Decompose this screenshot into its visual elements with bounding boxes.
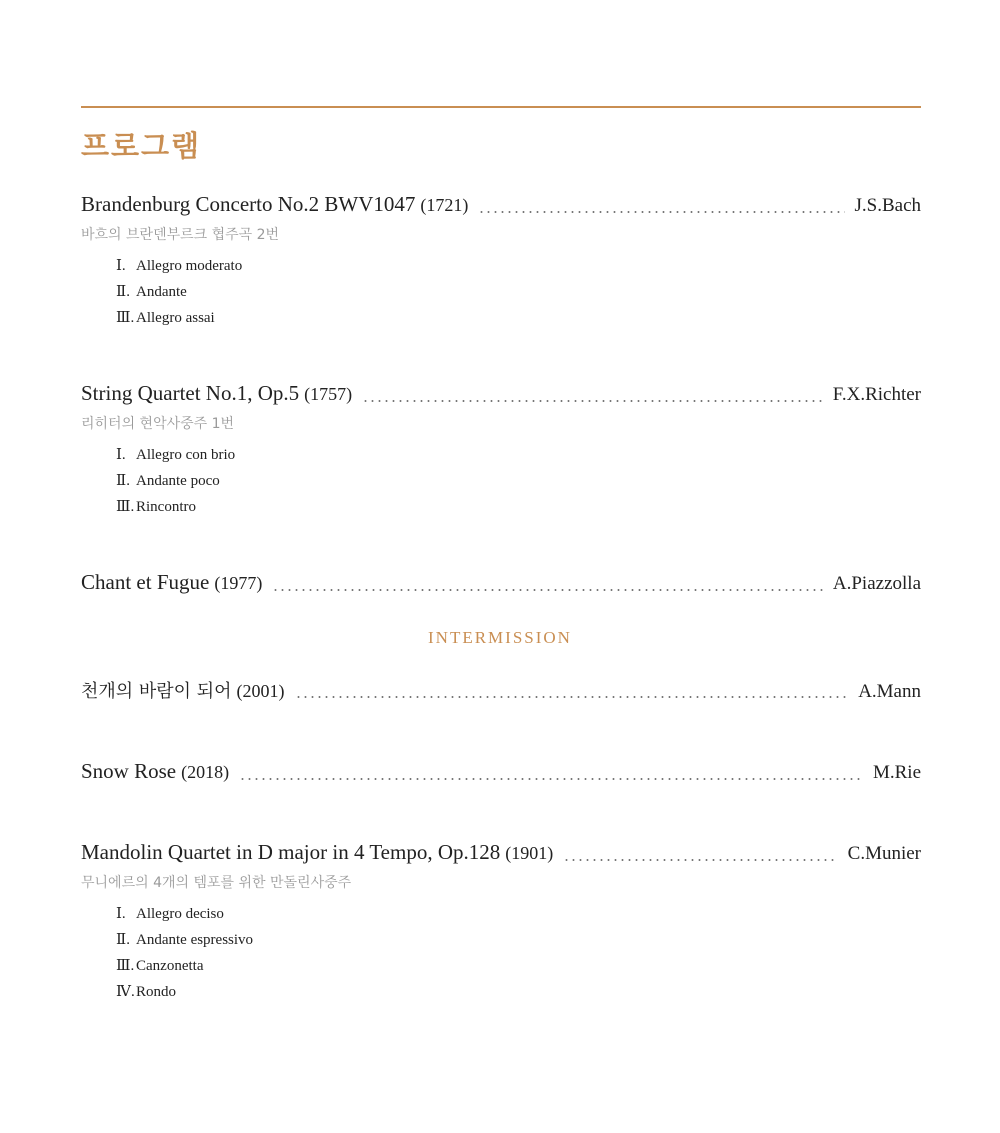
piece-year: (1977) <box>214 573 263 593</box>
movement-list <box>116 901 921 1005</box>
piece-title: Mandolin Quartet in D major in 4 Tempo, Op.128 <box>81 840 501 864</box>
movement-item <box>116 927 921 953</box>
intermission-label: INTERMISSION <box>428 628 572 647</box>
movement-number: Ⅰ. <box>116 447 126 463</box>
movement-item <box>116 468 921 494</box>
movement-number: Ⅳ. <box>116 984 135 1000</box>
piece-korean-subtitle: 리히터의 현악사중주 1번 <box>81 416 235 432</box>
piece-title: Brandenburg Concerto No.2 BWV1047 <box>81 192 416 216</box>
movement-item <box>116 279 921 305</box>
movement-item <box>116 442 921 468</box>
movement-title: Rondo <box>136 984 177 1000</box>
movement-item <box>116 253 921 279</box>
movement-number: Ⅲ. <box>116 958 135 974</box>
composer-name: F.X.Richter <box>832 384 921 405</box>
composer-name: M.Rie <box>872 762 921 783</box>
movement-title: Andante espressivo <box>136 932 254 948</box>
movement-number: Ⅱ. <box>116 284 130 300</box>
movement-number: Ⅱ. <box>116 932 130 948</box>
movement-list <box>116 442 921 520</box>
program-item-header <box>81 381 921 413</box>
program-item-rie <box>81 759 921 791</box>
piece-title: 천개의 바람이 되어 <box>81 681 232 702</box>
piece-year: (1757) <box>304 384 353 404</box>
program-item-piazzolla <box>81 570 921 602</box>
movement-title: Allegro assai <box>136 310 215 326</box>
movement-item <box>116 305 921 331</box>
program-item-header <box>81 677 921 709</box>
movement-item <box>116 979 921 1005</box>
dotted-leader <box>239 777 863 781</box>
page-title: 프로그램 <box>81 129 202 163</box>
movement-number: Ⅱ. <box>116 473 130 489</box>
program-item-header <box>81 192 921 224</box>
movement-number: Ⅲ. <box>116 310 135 326</box>
movement-number: Ⅰ. <box>116 258 126 274</box>
piece-title: Snow Rose <box>81 759 177 783</box>
composer-name: A.Mann <box>858 681 921 702</box>
piece-year: (1721) <box>420 195 469 215</box>
movement-title: Allegro moderato <box>136 258 243 274</box>
movement-title: Rincontro <box>136 499 196 515</box>
piece-year: (1901) <box>505 843 554 863</box>
dotted-leader <box>272 588 823 592</box>
dotted-leader <box>478 210 844 214</box>
movement-title: Canzonetta <box>136 958 204 974</box>
composer-name: J.S.Bach <box>854 195 921 216</box>
composer-name: C.Munier <box>847 843 921 864</box>
dotted-leader <box>362 399 823 403</box>
piece-title: String Quartet No.1, Op.5 <box>81 381 300 405</box>
program-item-richter <box>81 381 921 520</box>
movement-title: Andante poco <box>136 473 220 489</box>
movement-number: Ⅰ. <box>116 906 126 922</box>
movement-number: Ⅲ. <box>116 499 135 515</box>
piece-korean-subtitle: 바흐의 브란덴부르크 협주곡 2번 <box>81 227 280 243</box>
piece-year: (2018) <box>181 762 230 782</box>
piece-korean-subtitle: 무니에르의 4개의 템포를 위한 만돌린사중주 <box>81 875 352 891</box>
program-item-header <box>81 570 921 602</box>
composer-name: A.Piazzolla <box>832 573 921 594</box>
movement-item <box>116 901 921 927</box>
piece-title: Chant et Fugue <box>81 570 210 594</box>
program-item-munier <box>81 840 921 1005</box>
movement-item <box>116 953 921 979</box>
dotted-leader <box>563 858 837 862</box>
movement-title: Allegro deciso <box>136 906 224 922</box>
top-divider <box>81 106 921 108</box>
program-item-mann <box>81 677 921 709</box>
program-item-header <box>81 759 921 791</box>
piece-year: (2001) <box>236 681 285 701</box>
movement-item <box>116 494 921 520</box>
program-item-bach <box>81 192 921 331</box>
movement-title: Allegro con brio <box>136 447 236 463</box>
movement-title: Andante <box>136 284 187 300</box>
dotted-leader <box>295 695 849 699</box>
movement-list <box>116 253 921 331</box>
program-item-header <box>81 840 921 872</box>
